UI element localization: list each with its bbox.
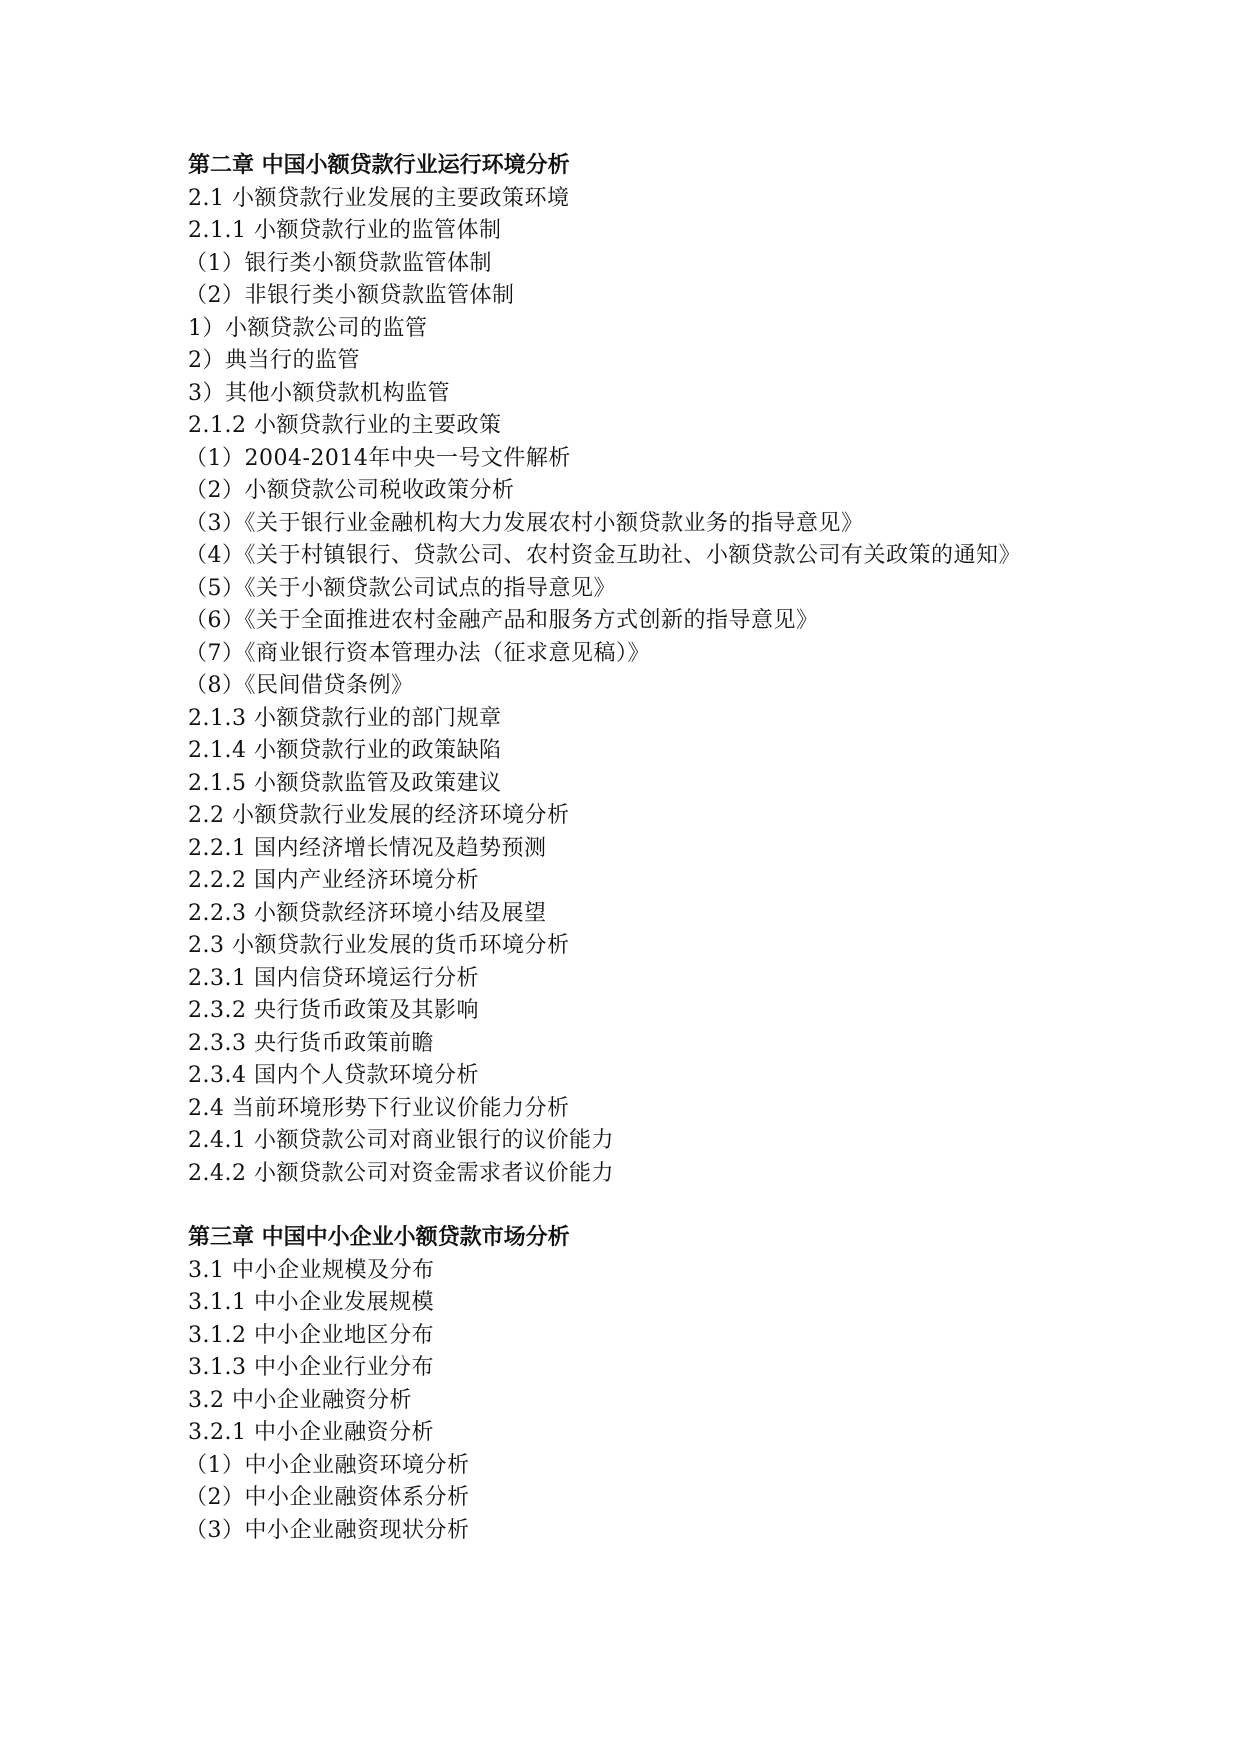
chapter-3-title: 第三章 中国中小企业小额贷款市场分析 [188,1225,570,1250]
chapter-spacer [188,1190,1068,1222]
toc-entry: 2.3.1 国内信贷环境运行分析 [188,965,479,991]
chapter-2-entries [185,183,1068,1191]
toc-entry: （2）中小企业融资体系分析 [185,1485,470,1510]
toc-entry: （3）《关于银行业金融机构大力发展农村小额贷款业务的指导意见》 [185,510,864,536]
chapter-2-title: 第二章 中国小额贷款行业运行环境分析 [188,153,570,178]
toc-entry: 2.3.2 央行货币政策及其影响 [188,998,479,1023]
toc-entry: （4）《关于村镇银行、贷款公司、农村资金互助社、小额贷款公司有关政策的通知》 [185,543,1021,568]
toc-entry: 2.4.2 小额贷款公司对资金需求者议价能力 [188,1160,614,1186]
toc-entry: 1）小额贷款公司的监管 [188,315,428,341]
toc-entry: 2.1.1 小额贷款行业的监管体制 [188,218,502,243]
chapter-3-entries [185,1255,1068,1548]
toc-entry: 2.4.1 小额贷款公司对商业银行的议价能力 [188,1128,614,1153]
toc-entry: （6）《关于全面推进农村金融产品和服务方式创新的指导意见》 [185,608,819,633]
toc-entry: （8）《民间借贷条例》 [185,673,414,698]
toc-entry: （3）中小企业融资现状分析 [185,1517,470,1543]
toc-entry: 3.1.2 中小企业地区分布 [188,1322,434,1348]
toc-entry: 3.1.1 中小企业发展规模 [188,1290,434,1315]
toc-entry: 2.1.5 小额贷款监管及政策建议 [188,770,502,796]
toc-entry: （2）小额贷款公司税收政策分析 [185,478,515,503]
toc-entry: 2.1.4 小额贷款行业的政策缺陷 [188,738,502,763]
toc-entry: （1）银行类小额贷款监管体制 [185,250,492,276]
toc-entry: （2）非银行类小额贷款监管体制 [185,283,515,308]
toc-entry: 2.1.3 小额贷款行业的部门规章 [188,705,502,731]
toc-entry: 3.1 中小企业规模及分布 [188,1257,435,1283]
toc-entry: 2.4 当前环境形势下行业议价能力分析 [188,1095,570,1121]
toc-entry: （1）2004-2014年中央一号文件解析 [185,445,571,471]
toc-entry: 2.2.1 国内经济增长情况及趋势预测 [188,835,547,861]
toc-entry: （5）《关于小额贷款公司试点的指导意见》 [185,575,616,601]
toc-entry: 2.2 小额贷款行业发展的经济环境分析 [188,803,570,828]
toc-entry: （7）《商业银行资本管理办法（征求意见稿）》 [185,640,650,666]
toc-entry: 2.3.3 央行货币政策前瞻 [188,1030,434,1056]
toc-entry: 2.2.2 国内产业经济环境分析 [188,868,479,893]
toc-entry: 3.2.1 中小企业融资分析 [188,1420,434,1445]
table-of-contents [185,150,1068,1547]
toc-entry: 2.3 小额贷款行业发展的货币环境分析 [188,933,570,958]
toc-entry: 2.2.3 小额贷款经济环境小结及展望 [188,900,547,926]
toc-entry: （1）中小企业融资环境分析 [185,1452,470,1478]
toc-entry: 3.2 中小企业融资分析 [188,1387,412,1413]
toc-entry: 2.1.2 小额贷款行业的主要政策 [188,413,502,438]
toc-entry: 2.1 小额贷款行业发展的主要政策环境 [188,185,570,211]
toc-entry: 3.1.3 中小企业行业分布 [188,1355,434,1380]
toc-entry: 3）其他小额贷款机构监管 [188,380,450,406]
toc-entry: 2）典当行的监管 [188,348,360,373]
toc-entry: 2.3.4 国内个人贷款环境分析 [188,1063,479,1088]
